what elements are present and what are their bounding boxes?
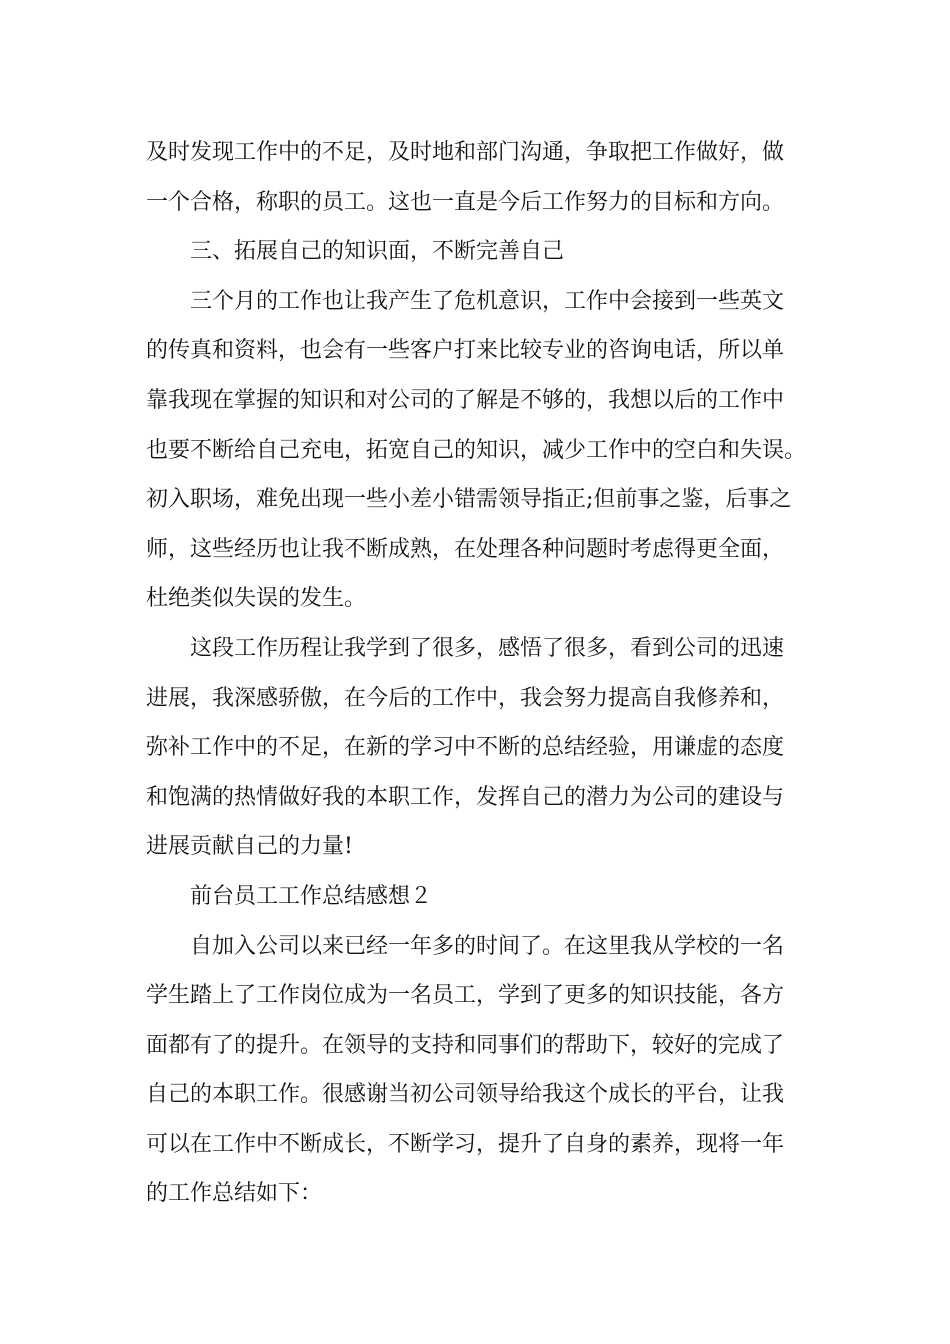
text-line: 也要不断给自己充电，拓宽自己的知识，减少工作中的空白和失误。 [146,437,807,463]
section-heading: 前台员工工作总结感想２ [190,883,433,909]
text-line: 一个合格，称职的员工。这也一直是今后工作努力的目标和方向。 [146,189,785,215]
document-body [146,128,826,1219]
section-heading: 三、拓展自己的知识面，不断完善自己 [190,239,565,265]
text-line: 师，这些经历也让我不断成熟，在处理各种问题时考虑得更全面， [146,536,785,562]
text-line: 的工作总结如下： [146,1181,323,1207]
text-line: 自己的本职工作。很感谢当初公司领导给我这个成长的平台，让我 [146,1082,785,1108]
text-line: 这段工作历程让我学到了很多，感悟了很多，看到公司的迅速 [190,635,785,661]
text-line: 进展，我深感骄傲，在今后的工作中，我会努力提高自我修养和， [146,685,785,711]
text-line: 及时发现工作中的不足，及时地和部门沟通，争取把工作做好，做 [146,140,785,165]
text-line: 面都有了的提升。在领导的支持和同事们的帮助下，较好的完成了 [146,1032,785,1058]
text-line: 自加入公司以来已经一年多的时间了。在这里我从学校的一名 [190,933,785,959]
text-line: 杜绝类似失误的发生。 [146,586,367,612]
text-line: 可以在工作中不断成长，不断学习，提升了自身的素养，现将一年 [146,1131,785,1157]
text-line: 靠我现在掌握的知识和对公司的了解是不够的，我想以后的工作中 [146,387,785,413]
text-line: 和饱满的热情做好我的本职工作，发挥自己的潜力为公司的建设与 [146,784,785,810]
text-line: 进展贡献自己的力量! [146,834,353,860]
text-line: 的传真和资料，也会有一些客户打来比较专业的咨询电话，所以单 [146,338,785,364]
text-line: 弥补工作中的不足，在新的学习中不断的总结经验，用谦虚的态度 [146,735,785,761]
text-line: 初入职场，难免出现一些小差小错需领导指正;但前事之鉴，后事之 [146,487,792,513]
text-line: 学生踏上了工作岗位成为一名员工，学到了更多的知识技能，各方 [146,983,785,1009]
text-line: 三个月的工作也让我产生了危机意识，工作中会接到一些英文 [190,288,785,314]
